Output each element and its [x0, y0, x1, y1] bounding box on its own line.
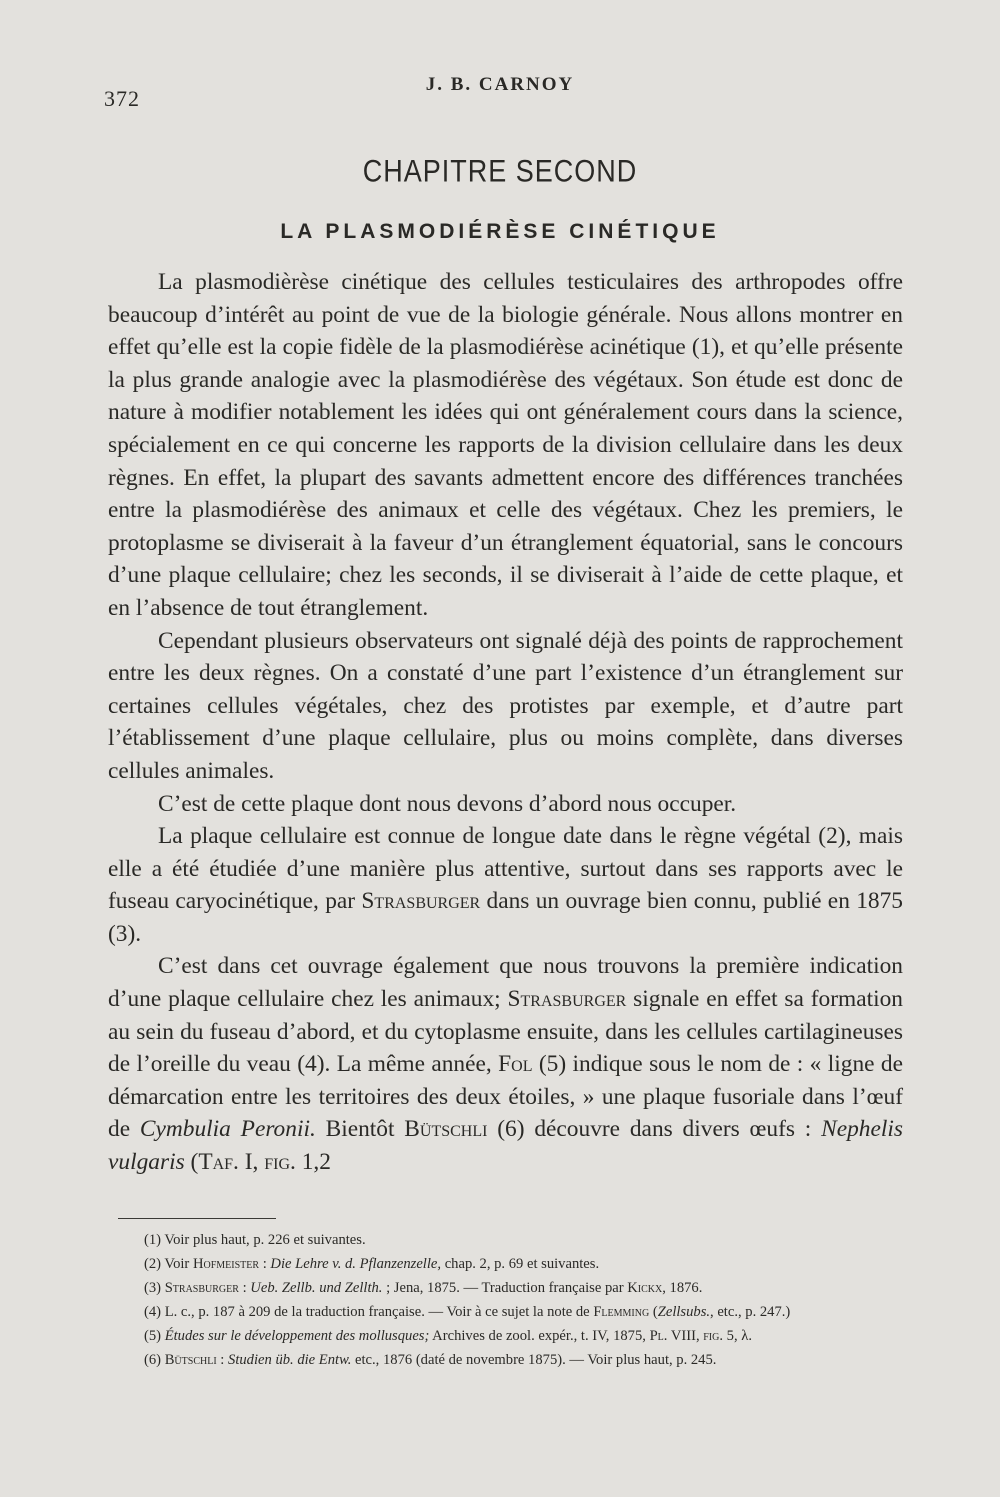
work-title: Zellsubs.: [657, 1304, 711, 1320]
chapter-title: CHAPITRE SECOND: [362, 153, 638, 189]
translator-name: Kickx: [627, 1280, 663, 1296]
author-name: Hofmeister: [192, 1256, 260, 1272]
footnote-2: [110, 1252, 918, 1276]
page-header: [0, 74, 1000, 114]
footnote-text: chap. 2, p. 69 et suivantes.: [441, 1256, 600, 1272]
footnote-number: (3): [144, 1280, 162, 1296]
footnote-text: ; Jena, 1875. — Traduction française par: [382, 1280, 628, 1296]
footnote-text: :: [216, 1352, 229, 1368]
plate-reference: Pl. VIII, fig.: [649, 1328, 723, 1344]
work-title: Studien üb. die Entw.: [228, 1352, 352, 1368]
running-head: J. B. CARNOY: [425, 74, 575, 95]
footnote-rule: [118, 1218, 276, 1219]
footnote-text: 5, λ.: [723, 1328, 752, 1344]
footnote-text: (: [649, 1304, 658, 1320]
paragraph-4-text: dans un ouvrage bien connu, publié en 1875 (3).: [108, 888, 903, 947]
author-name: Bütschli: [404, 1116, 488, 1143]
author-name: Strasburger: [164, 1280, 239, 1296]
author-name: Strasburger: [361, 888, 481, 915]
footnote-text: , etc., p. 247.): [710, 1304, 791, 1320]
footnote-text: etc., 1876 (daté de novembre 1875). — Voir plus haut, p. 245.: [351, 1352, 717, 1368]
footnote-number: (5): [144, 1328, 162, 1344]
author-name: Flemming: [593, 1304, 650, 1320]
paragraph-5-text: C’est dans cet ouvrage également que nous trouvons la première indication d’une plaque cellulaire chez les animaux;: [108, 953, 903, 1013]
footnote-number: (1): [144, 1232, 162, 1248]
work-title: Ueb. Zellb. und Zellth.: [250, 1280, 383, 1296]
paragraph-5-text: 1,2: [295, 1149, 331, 1176]
paragraph-5-text: Bientôt: [315, 1116, 405, 1143]
paragraph-4: [108, 820, 903, 950]
footnote-1: [110, 1228, 918, 1252]
section-title: LA PLASMODIÉRÈSE CINÉTIQUE: [280, 220, 720, 243]
figure-reference: Taf. I, fig.: [198, 1149, 296, 1176]
footnote-6: [110, 1348, 918, 1372]
paragraph-5-text: (6) découvre dans divers œufs :: [487, 1116, 822, 1143]
footnote-4: [110, 1300, 918, 1324]
footnote-text: Voir plus haut, p. 226 et suivantes.: [164, 1232, 366, 1248]
footnote-number: (6): [144, 1352, 162, 1368]
paragraph-3: C’est de cette plaque dont nous devons d’abord nous occuper.: [158, 790, 737, 817]
work-title: Die Lehre v. d. Pflanzenzelle,: [270, 1256, 442, 1272]
footnote-text: :: [238, 1280, 251, 1296]
footnotes: [110, 1228, 918, 1372]
footnote-number: (4): [144, 1304, 162, 1320]
body-text: [108, 266, 903, 1179]
footnote-text: :: [259, 1256, 271, 1272]
author-name: Fol: [498, 1051, 533, 1078]
author-name: Strasburger: [507, 986, 627, 1013]
footnote-5: [110, 1324, 918, 1348]
paragraph-5-text: (: [184, 1149, 199, 1176]
paragraph-5-text: signale en effet sa formation au sein du fuseau d’abord, et du cytoplasme ensuite, dans les cellules cartilagineuses de l’oreille du veau (4). La même année,: [108, 986, 903, 1078]
paragraph-2: Cependant plusieurs observateurs ont signalé déjà des points de rapprochement entre les deux règnes. On a constaté d’une part l’existence d’un étranglement sur certaines cellules végétales, chez des protistes par exemple, et d’autre part l’établissement d’une plaque cellulaire, plus ou moins complète, dans diverses cellules animales.: [108, 627, 903, 784]
footnote-text: Voir: [164, 1256, 193, 1272]
paragraph-1: La plasmodièrèse cinétique des cellules testiculaires des arthropodes offre beaucoup d’intérêt au point de vue de la biologie générale. Nous allons montrer en effet qu’elle est la copie fidèle de la plasmodiérèse acinétique (1), et qu’elle présente la plus grande analogie avec la plasmodiérèse des végétaux. Son étude est donc de nature à modifier notablement les idées qui ont généralement cours dans la science, spécialement en ce qui concerne les rapports de la division cellulaire dans les deux règnes. En effet, la plupart des savants admettent encore des différences tranchées entre la plasmodiérèse des animaux et celle des végétaux. Chez les premiers, le protoplasme se diviserait à la faveur d’un étranglement équatorial, sans le concours d’une plaque cellulaire; chez les seconds, il se diviserait à l’aide de cette plaque, et en l’absence de tout étranglement.: [108, 269, 903, 621]
species-name: Nephelis vulgaris: [108, 1116, 903, 1176]
footnote-text: L. c., p. 187 à 209 de la traduction française. — Voir à ce sujet la note de: [164, 1304, 594, 1320]
species-name: Cymbulia Peronii.: [139, 1116, 316, 1143]
footnote-number: (2): [144, 1256, 162, 1272]
author-name: Bütschli: [164, 1352, 217, 1368]
paragraph-5-text: (5) indique sous le nom de : « ligne de démarcation entre les territoires des deux étoiles, » une plaque fusoriale dans l’œuf de: [108, 1051, 904, 1143]
paragraph-4-text: La plaque cellulaire est connue de longue date dans le règne végétal (2), mais elle a été étudiée d’une manière plus attentive, surtout dans ses rapports avec le fuseau caryocinétique, par: [108, 823, 903, 915]
footnote-3: [110, 1276, 918, 1300]
page-number: 372: [104, 86, 140, 111]
paragraph-5: [108, 950, 903, 1178]
footnote-text: , 1876.: [662, 1280, 703, 1296]
footnote-text: Archives de zool. expér., t. IV, 1875,: [429, 1328, 650, 1344]
work-title: Études sur le développement des mollusques;: [164, 1328, 430, 1344]
